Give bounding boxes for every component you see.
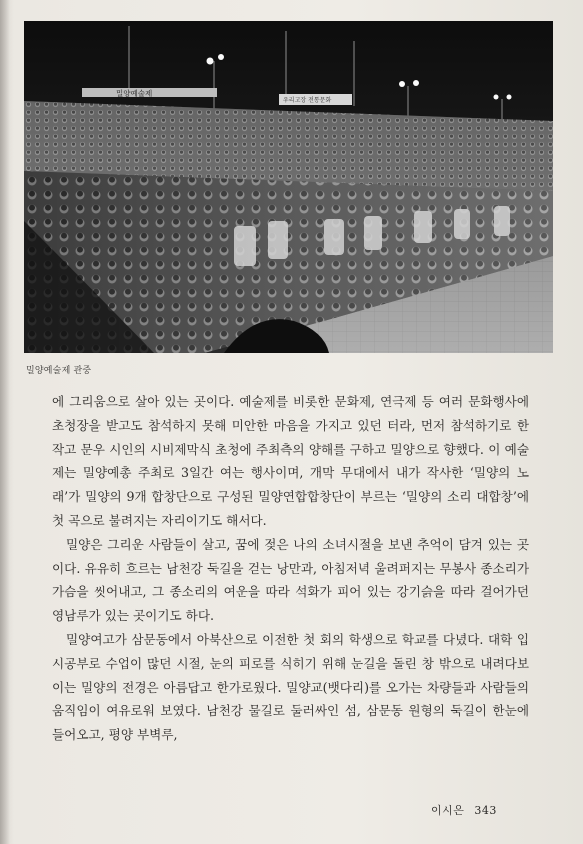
spine-shadow (0, 0, 10, 844)
photo-caption: 밀양예술제 관중 (26, 366, 92, 376)
banner-left-text: 밀양예술제 (116, 89, 153, 98)
festival-audience-photo (24, 21, 553, 353)
paragraph: 밀양여고가 삼문동에서 아북산으로 이전한 첫 회의 학생으로 학교를 다녔다. 대학 입시공부로 수업이 많던 시절, 눈의 피로를 식히기 위해 눈길을 돌린 창 밖으로 내려다보이는 밀양의 전경은 아름답고 한가로웠다. 밀양교(뱃다리)를 오가는 차량들과 사람들의 움직임이 여유로워 보였다. 남천강 물길로 둘러싸인 섬, 삼문동 원형의 둑길이 한눈에 들어오고, 평양 부벽루, (52, 631, 529, 743)
body-text (52, 390, 529, 747)
paragraph: 밀양은 그리운 사람들이 살고, 꿈에 젖은 나의 소녀시절을 보낸 추억이 담겨 있는 곳이다. 유유히 흐르는 남천강 둑길을 걷는 낭만과, 아침저녁 울려퍼지는 무봉사 종소리가 가슴을 씻어내고, 그 종소리의 여운을 따라 석화가 피어 있는 강기슭을 따라 걸어가던 영남루가 있는 곳이기도 하다. (52, 536, 529, 624)
banner-right-text: 우리고장 전통문화 (283, 97, 332, 104)
author-name: 이시은 (431, 804, 465, 817)
page-number: 343 (474, 804, 497, 817)
page-footer (431, 802, 507, 818)
paragraph: 에 그리움으로 살아 있는 곳이다. 예술제를 비롯한 문화제, 연극제 등 여러 문화행사에 초청장을 받고도 참석하지 못해 미안한 마음을 가지고 있던 터라, 먼저 참석하기로 한 작고 문우 시인의 시비제막식 초청에 주최측의 양해를 구하고 밀양으로 향했다. 이 예술제는 밀양예총 주최로 3일간 여는 행사이며, 개막 무대에서 내가 작사한 ‘밀양의 노래’가 밀양의 9개 합창단으로 구성된 밀양연합합창단이 부르는 ‘밀양의 소리 대합창’에 첫 곡으로 불려지는 자리이기도 해서다. (52, 394, 529, 528)
